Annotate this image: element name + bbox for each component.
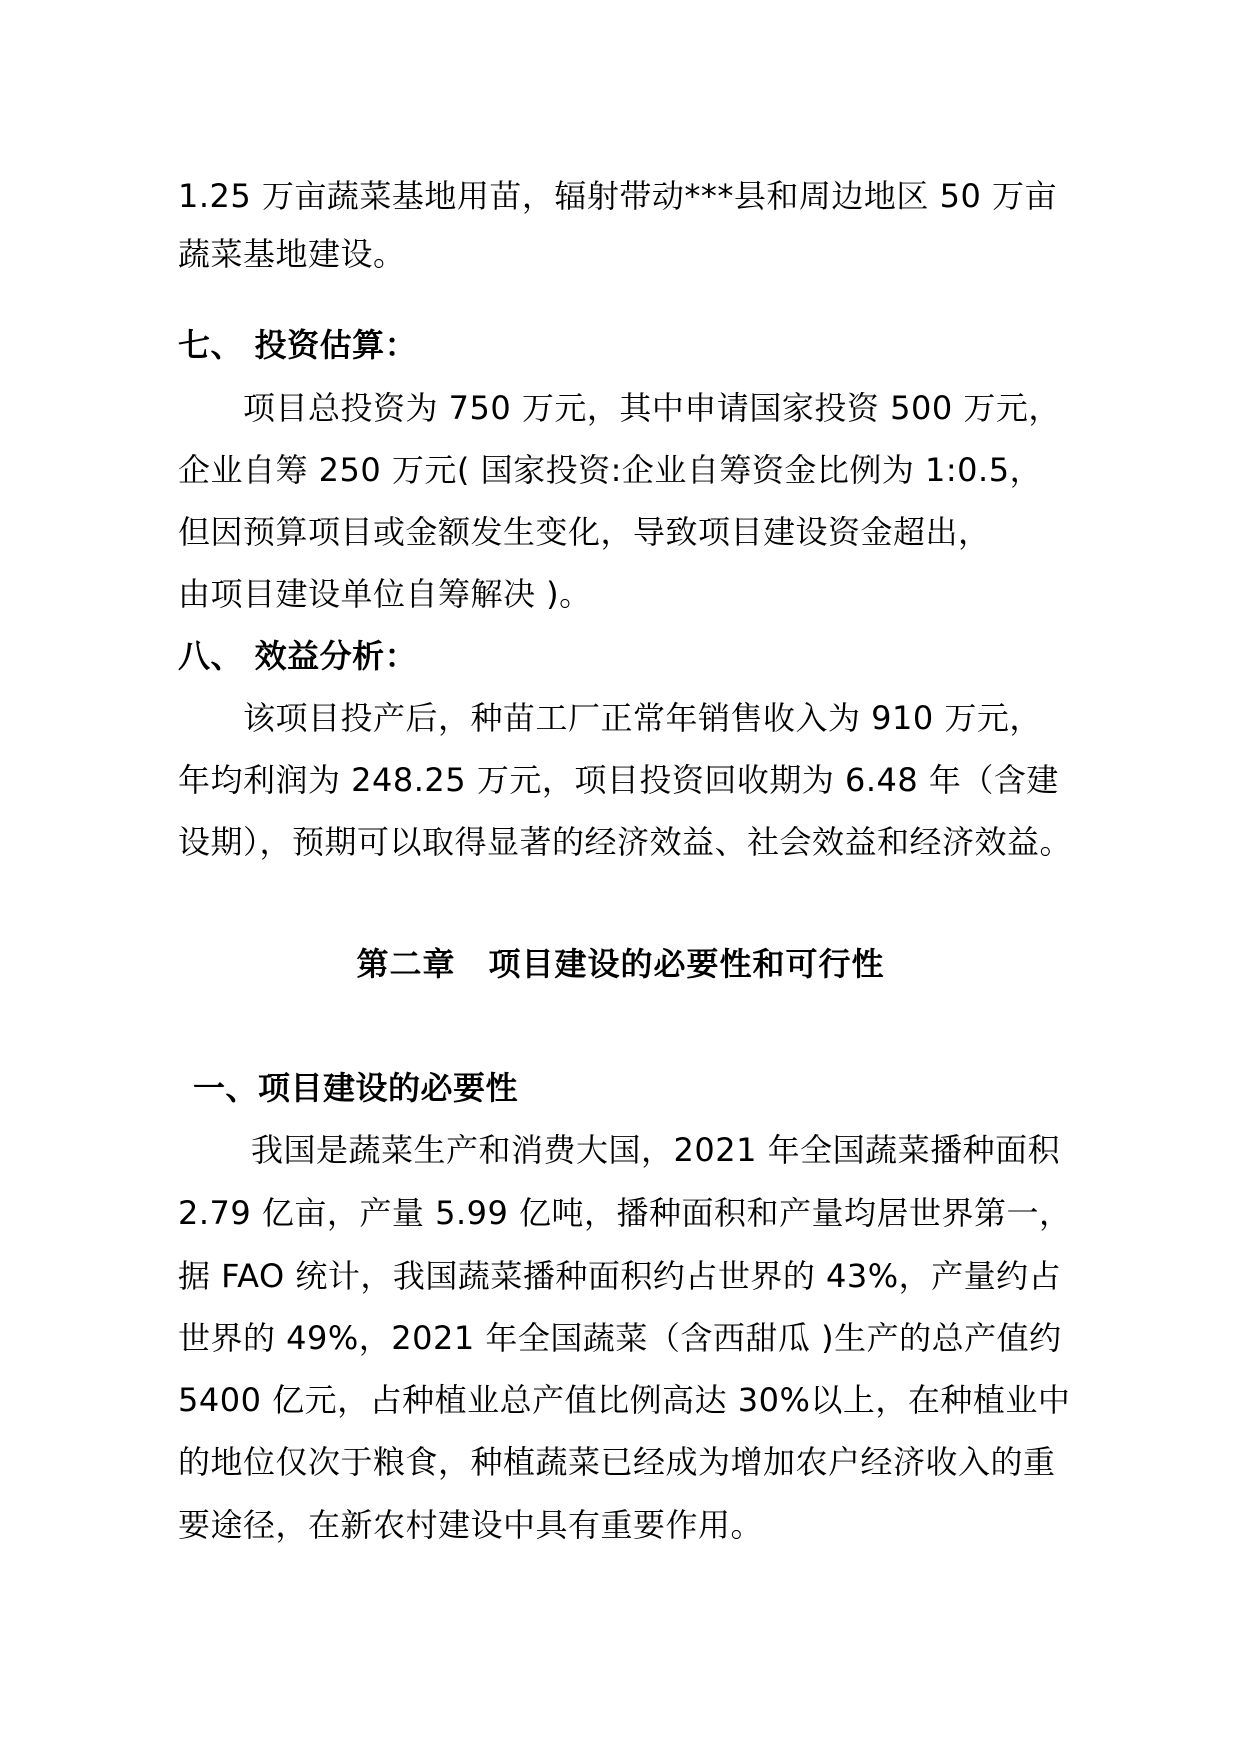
paragraph-line: 项目总投资为 750 万元，其中申请国家投资 500 万元， [243,389,1061,427]
paragraph-line: 世界的 49%，2021 年全国蔬菜（含西甜瓜 )生产的总产值约 [178,1319,1062,1357]
paragraph-line: 5400 亿元，占种植业总产值比例高达 30%以上，在种植业中 [178,1381,1071,1419]
section-heading-benefit: 八、 效益分析： [178,637,418,675]
paragraph-line: 年均利润为 248.25 万元，项目投资回收期为 6.48 年（含建 [178,761,1059,799]
paragraph-line: 1.25 万亩蔬菜基地用苗，辐射带动***县和周边地区 50 万亩 [178,177,1057,215]
paragraph-line: 我国是蔬菜生产和消费大国，2021 年全国蔬菜播种面积 [251,1131,1061,1169]
section-heading-investment: 七、 投资估算： [178,326,418,364]
paragraph-line: 该项目投产后，种苗工厂正常年销售收入为 910 万元， [243,699,1042,737]
paragraph-line: 设期），预期可以取得显著的经济效益、社会效益和经济效益。 [178,823,1073,861]
paragraph-line: 但因预算项目或金额发生变化，导致项目建设资金超出， [178,513,991,551]
section-heading-necessity: 一、项目建设的必要性 [193,1069,519,1107]
paragraph-line: 要途径，在新农村建设中具有重要作用。 [178,1506,764,1544]
paragraph-line: 2.79 亿亩，产量 5.99 亿吨，播种面积和产量均居世界第一， [178,1194,1072,1232]
paragraph-line: 的地位仅次于粮食，种植蔬菜已经成为增加农户经济收入的重 [178,1443,1056,1481]
chapter-title: 第二章 项目建设的必要性和可行性 [356,945,885,983]
paragraph-line: 企业自筹 250 万元( 国家投资:企业自筹资金比例为 1:0.5， [178,451,1043,489]
paragraph-line: 蔬菜基地建设。 [178,235,406,273]
paragraph-line: 据 FAO 统计，我国蔬菜播种面积约占世界的 43%，产量约占 [178,1257,1062,1295]
paragraph-line: 由项目建设单位自筹解决 )。 [178,575,592,613]
